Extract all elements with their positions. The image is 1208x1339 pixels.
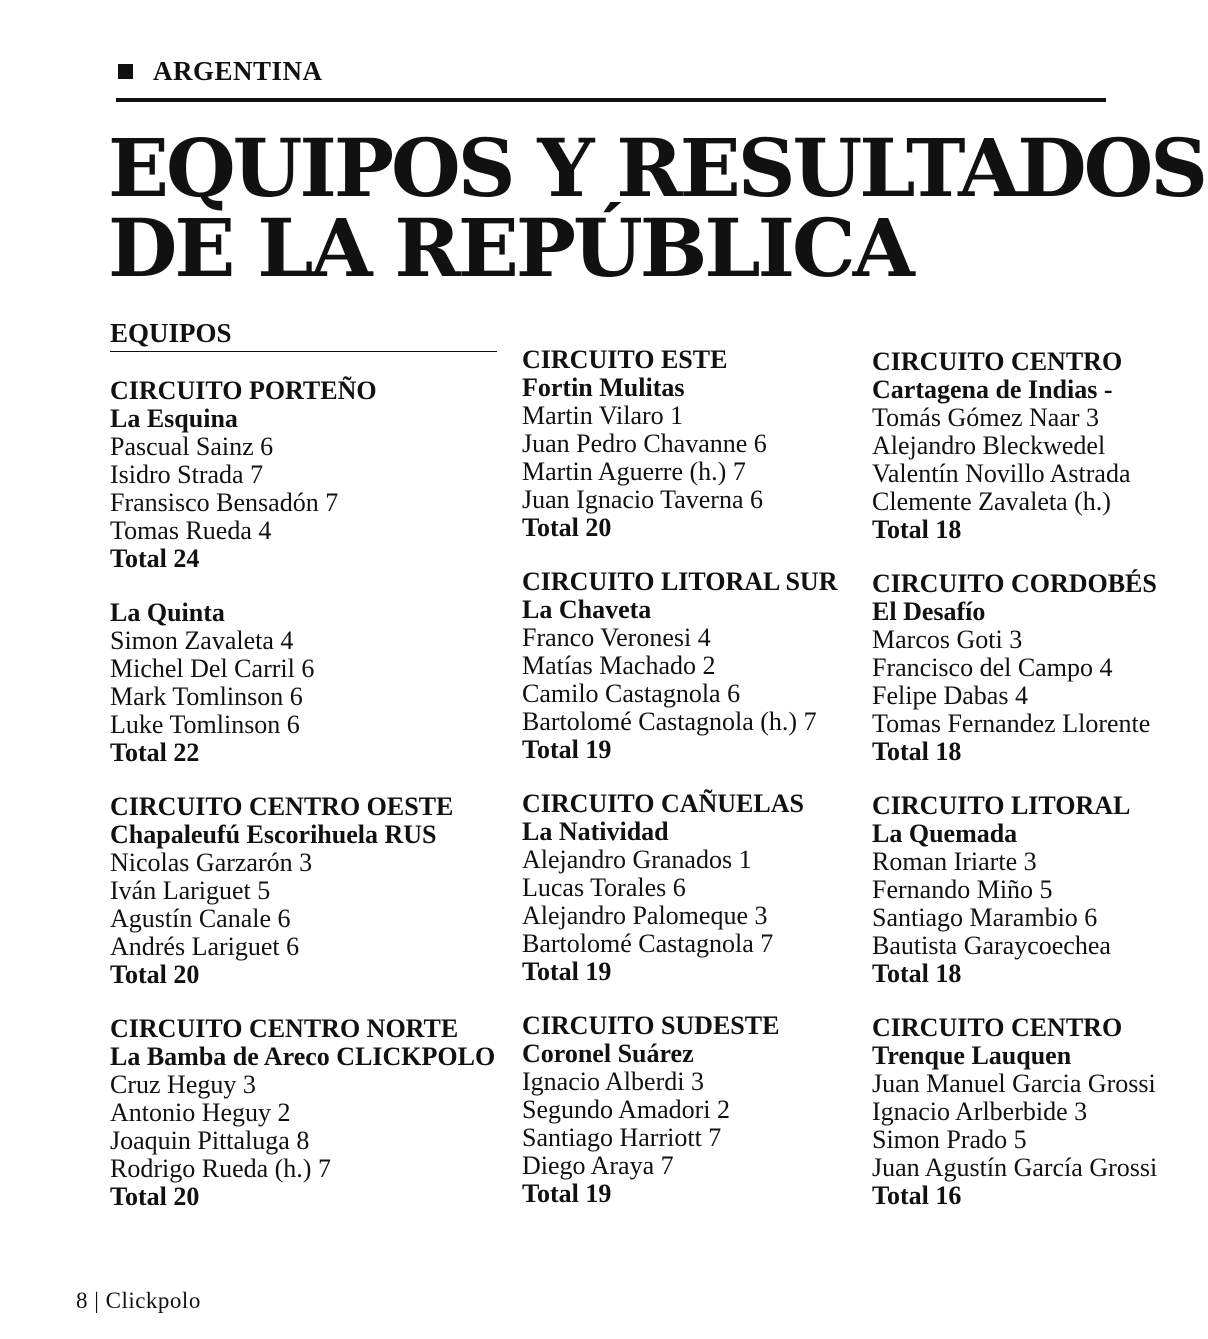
team-name: Trenque Lauquen: [872, 1041, 1072, 1070]
team-name: La Esquina: [110, 404, 238, 433]
player-entry: Tomas Fernandez Llorente: [872, 709, 1151, 738]
team-total: Total 20: [522, 513, 612, 542]
team-block: [872, 348, 1157, 544]
team-total: Total 19: [522, 735, 612, 764]
team-name: La Chaveta: [522, 595, 652, 624]
team-block: [110, 1015, 495, 1211]
player-entry: Martin Aguerre (h.) 7: [522, 457, 746, 486]
player-entry: Simon Prado 5: [872, 1125, 1027, 1154]
player-entry: Isidro Strada 7: [110, 460, 264, 489]
circuit-name: CIRCUITO ESTE: [522, 345, 728, 374]
player-entry: Iván Lariguet 5: [110, 876, 271, 905]
player-entry: Felipe Dabas 4: [872, 681, 1028, 710]
player-entry: Fransisco Bensadón 7: [110, 488, 339, 517]
team-total: Total 18: [872, 515, 962, 544]
player-entry: Antonio Heguy 2: [110, 1098, 291, 1127]
circuit-name: CIRCUITO LITORAL SUR: [522, 567, 838, 596]
column-1: [110, 377, 495, 1237]
player-entry: Bartolomé Castagnola (h.) 7: [522, 707, 817, 736]
player-entry: Bautista Garaycoechea: [872, 931, 1111, 960]
team-name: Coronel Suárez: [522, 1039, 694, 1068]
team-block: [110, 599, 495, 767]
column-3: [872, 348, 1157, 1236]
player-entry: Mark Tomlinson 6: [110, 682, 303, 711]
player-entry: Ignacio Arlberbide 3: [872, 1097, 1088, 1126]
player-entry: Nicolas Garzarón 3: [110, 848, 313, 877]
player-entry: Bartolomé Castagnola 7: [522, 929, 774, 958]
player-entry: Agustín Canale 6: [110, 904, 291, 933]
player-entry: Segundo Amadori 2: [522, 1095, 730, 1124]
player-entry: Andrés Lariguet 6: [110, 932, 300, 961]
circuit-name: CIRCUITO SUDESTE: [522, 1011, 780, 1040]
circuit-name: CIRCUITO CENTRO: [872, 1013, 1123, 1042]
team-total: Total 22: [110, 738, 200, 767]
team-total: Total 20: [110, 1182, 200, 1211]
circuit-name: CIRCUITO CORDOBÉS: [872, 569, 1157, 598]
team-total: Total 19: [522, 957, 612, 986]
section-name: ARGENTINA: [153, 56, 323, 86]
equipos-heading: EQUIPOS: [110, 318, 497, 352]
player-entry: Cruz Heguy 3: [110, 1070, 256, 1099]
player-entry: Tomas Rueda 4: [110, 516, 272, 545]
team-block: [872, 1014, 1157, 1210]
top-rule: [116, 98, 1106, 102]
circuit-name: CIRCUITO LITORAL: [872, 791, 1131, 820]
player-entry: Juan Ignacio Taverna 6: [522, 485, 763, 514]
player-entry: Valentín Novillo Astrada: [872, 459, 1131, 488]
section-label: [118, 56, 323, 87]
player-entry: Rodrigo Rueda (h.) 7: [110, 1154, 331, 1183]
team-name: El Desafío: [872, 597, 986, 626]
team-block: [522, 568, 837, 764]
player-entry: Alejandro Bleckwedel: [872, 431, 1106, 460]
player-entry: Alejandro Palomeque 3: [522, 901, 768, 930]
team-block: [522, 346, 837, 542]
player-entry: Clemente Zavaleta (h.): [872, 487, 1111, 516]
player-entry: Francisco del Campo 4: [872, 653, 1113, 682]
page-title: [108, 121, 1208, 295]
circuit-name: CIRCUITO CAÑUELAS: [522, 789, 804, 818]
column-2: [522, 346, 837, 1234]
circuit-name: CIRCUITO CENTRO OESTE: [110, 792, 454, 821]
square-bullet-icon: [118, 64, 133, 79]
player-entry: Diego Araya 7: [522, 1151, 674, 1180]
player-entry: Pascual Sainz 6: [110, 432, 274, 461]
player-entry: Alejandro Granados 1: [522, 845, 752, 874]
player-entry: Camilo Castagnola 6: [522, 679, 741, 708]
player-entry: Juan Agustín García Grossi: [872, 1153, 1158, 1182]
player-entry: Santiago Harriott 7: [522, 1123, 722, 1152]
team-name: La Bamba de Areco CLICKPOLO: [110, 1042, 496, 1071]
player-entry: Marcos Goti 3: [872, 625, 1023, 654]
player-entry: Santiago Marambio 6: [872, 903, 1098, 932]
team-name: La Natividad: [522, 817, 669, 846]
team-block: [522, 1012, 837, 1208]
team-name: Cartagena de Indias -: [872, 375, 1113, 404]
player-entry: Luke Tomlinson 6: [110, 710, 300, 739]
circuit-name: CIRCUITO CENTRO: [872, 347, 1123, 376]
team-block: [522, 790, 837, 986]
player-entry: Joaquin Pittaluga 8: [110, 1126, 310, 1155]
team-total: Total 16: [872, 1181, 962, 1210]
team-total: Total 18: [872, 959, 962, 988]
team-name: La Quinta: [110, 598, 225, 627]
player-entry: Tomás Gómez Naar 3: [872, 403, 1100, 432]
player-entry: Lucas Torales 6: [522, 873, 686, 902]
player-entry: Juan Manuel Garcia Grossi: [872, 1069, 1156, 1098]
title-line-1: EQUIPOS Y RESULTADOS: [108, 121, 1206, 215]
player-entry: Juan Pedro Chavanne 6: [522, 429, 767, 458]
team-block: [872, 570, 1157, 766]
page-footer: 8 | Clickpolo: [76, 1288, 201, 1313]
player-entry: Fernando Miño 5: [872, 875, 1053, 904]
player-entry: Michel Del Carril 6: [110, 654, 315, 683]
team-total: Total 18: [872, 737, 962, 766]
team-total: Total 20: [110, 960, 200, 989]
team-block: [110, 793, 495, 989]
player-entry: Matías Machado 2: [522, 651, 716, 680]
team-name: Chapaleufú Escorihuela RUS: [110, 820, 437, 849]
player-entry: Franco Veronesi 4: [522, 623, 711, 652]
team-total: Total 24: [110, 544, 200, 573]
player-entry: Roman Iriarte 3: [872, 847, 1037, 876]
team-block: [110, 377, 495, 573]
player-entry: Martin Vilaro 1: [522, 401, 684, 430]
team-name: Fortin Mulitas: [522, 373, 685, 402]
team-name: La Quemada: [872, 819, 1018, 848]
player-entry: Ignacio Alberdi 3: [522, 1067, 704, 1096]
team-total: Total 19: [522, 1179, 612, 1208]
player-entry: Simon Zavaleta 4: [110, 626, 294, 655]
circuit-name: CIRCUITO PORTEÑO: [110, 376, 377, 405]
title-line-2: DE LA REPÚBLICA: [108, 201, 912, 295]
team-block: [872, 792, 1157, 988]
circuit-name: CIRCUITO CENTRO NORTE: [110, 1014, 459, 1043]
